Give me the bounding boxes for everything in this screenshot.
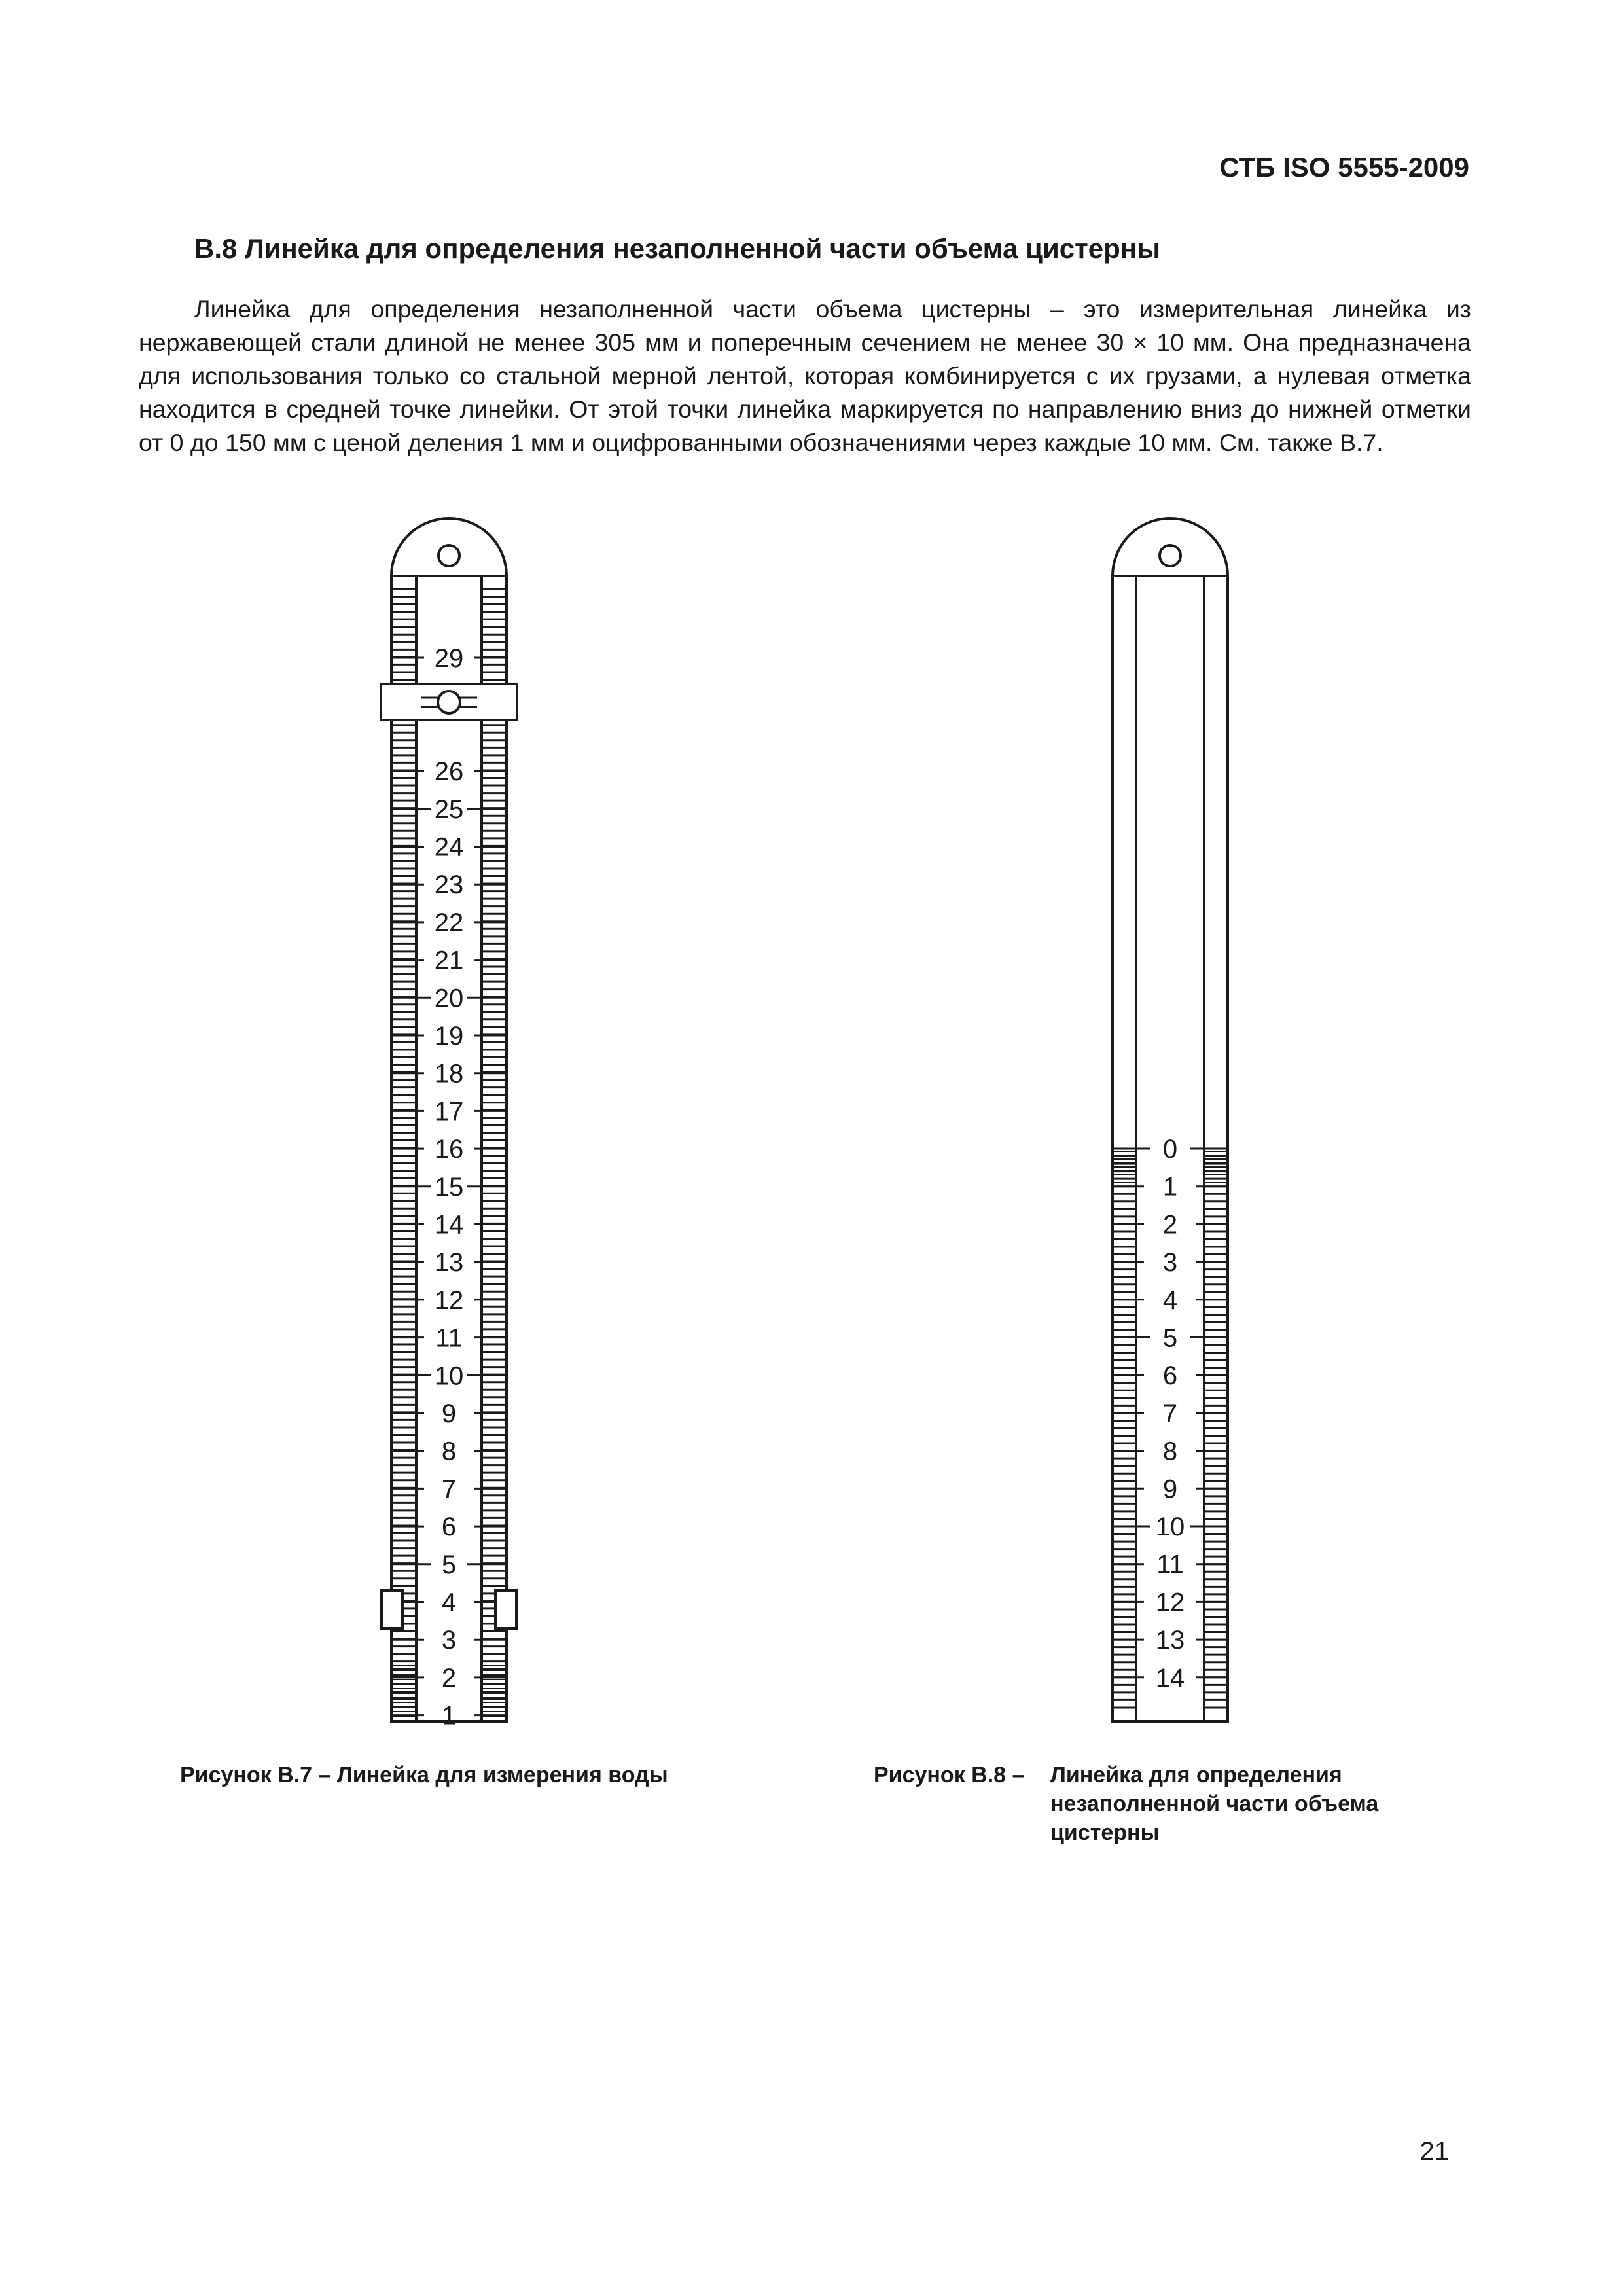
ruler-b8-label: 7 xyxy=(1162,1399,1178,1428)
ruler-b8-label: 3 xyxy=(1162,1248,1178,1278)
figure-b8-caption-line: Линейка для определения xyxy=(1050,1763,1342,1787)
ruler-b7-label: 4 xyxy=(441,1588,457,1617)
ruler-b7-label: 6 xyxy=(441,1513,457,1542)
ruler-b7-label: 14 xyxy=(434,1210,464,1240)
ruler-b8-label: 0 xyxy=(1162,1135,1178,1164)
ruler-b7-label: 2 xyxy=(441,1663,457,1693)
ruler-b7-label: 21 xyxy=(434,946,464,975)
ruler-b7-label: 24 xyxy=(434,833,464,862)
ruler-b8-label: 8 xyxy=(1162,1437,1178,1466)
ruler-b7-label: 5 xyxy=(441,1550,457,1579)
ruler-b8-label: 4 xyxy=(1162,1285,1178,1315)
ruler-b8-label: 1 xyxy=(1162,1172,1178,1202)
ruler-b7-label: 9 xyxy=(441,1399,457,1428)
ruler-b7-label: 19 xyxy=(434,1022,464,1050)
ruler-b8-label: 12 xyxy=(1155,1588,1185,1617)
ruler-b8-label: 6 xyxy=(1162,1361,1178,1391)
ruler-b7-label: 17 xyxy=(434,1097,464,1126)
ruler-b8-label: 9 xyxy=(1162,1475,1178,1504)
ruler-b7-label: 26 xyxy=(434,757,464,787)
ruler-b7-label: 25 xyxy=(434,795,464,824)
figure-b8-caption-line: цистерны xyxy=(1050,1820,1160,1845)
figure-b7-water-ruler xyxy=(381,518,517,1731)
document-code: СТБ ISO 5555-2009 xyxy=(1219,152,1469,183)
figure-b8-caption xyxy=(1050,1761,1378,1847)
page-number: 21 xyxy=(1419,2137,1449,2166)
ruler-b7-clamp-screw xyxy=(438,691,460,713)
ruler-b8-label: 13 xyxy=(1155,1626,1185,1655)
figure-b8-caption-prefix: Рисунок B.8 – xyxy=(874,1763,1025,1787)
figure-b8-caption-line: незаполненной части объема xyxy=(1050,1791,1379,1816)
ruler-b7-label: 7 xyxy=(441,1475,457,1504)
ruler-b7-label: 11 xyxy=(435,1323,463,1353)
ruler-b8-label: 14 xyxy=(1155,1663,1185,1693)
ruler-b8-label: 5 xyxy=(1162,1323,1178,1353)
ruler-b7-label: 8 xyxy=(441,1437,457,1466)
ruler-b8-label: 10 xyxy=(1155,1513,1185,1541)
ruler-b7-label: 16 xyxy=(434,1135,464,1164)
ruler-b7-label: 3 xyxy=(441,1626,457,1655)
body-paragraph: Линейка для определения незаполненной части объема цистерны – это измерительная линейка из нержавеющей стали длиной не менее 305 мм и поперечным сечением не менее 30 × 10 мм. Она предназначена для использования только со стальной мерной лентой, которая комбинируется с их грузами, а нулевая отметка находится в средней точке линейки. От этой точки линейка маркируется по направлению вниз до нижней отметки от 0 до 150 мм с ценой деления 1 мм и оцифрованными обозначениями через каждые 10 мм. См. также B.7. xyxy=(139,295,1471,456)
figure-b7-caption: Рисунок B.7 – Линейка для измерения воды xyxy=(180,1763,668,1787)
section-heading: B.8 Линейка для определения незаполненной части объема цистерны xyxy=(194,233,1160,264)
ruler-b7-label: 29 xyxy=(434,644,464,673)
ruler-b7-left-lug xyxy=(382,1590,402,1628)
ruler-b7-label: 12 xyxy=(434,1285,464,1315)
figure-b8-ullage-ruler xyxy=(1113,518,1228,1721)
ruler-b7-label: 18 xyxy=(434,1059,464,1088)
ruler-b7-label: 20 xyxy=(434,984,464,1013)
ruler-b7-right-lug xyxy=(495,1590,516,1628)
ruler-b7-label: 1 xyxy=(441,1701,457,1731)
ruler-b7-label: 10 xyxy=(434,1361,464,1391)
ruler-b7-label: 23 xyxy=(434,870,464,900)
ruler-b7-label: 15 xyxy=(434,1172,464,1202)
ruler-b8-label: 11 xyxy=(1156,1550,1184,1579)
ruler-b7-label: 13 xyxy=(434,1248,464,1278)
ruler-b7-label: 22 xyxy=(434,908,464,937)
ruler-b8-label: 2 xyxy=(1162,1210,1178,1240)
